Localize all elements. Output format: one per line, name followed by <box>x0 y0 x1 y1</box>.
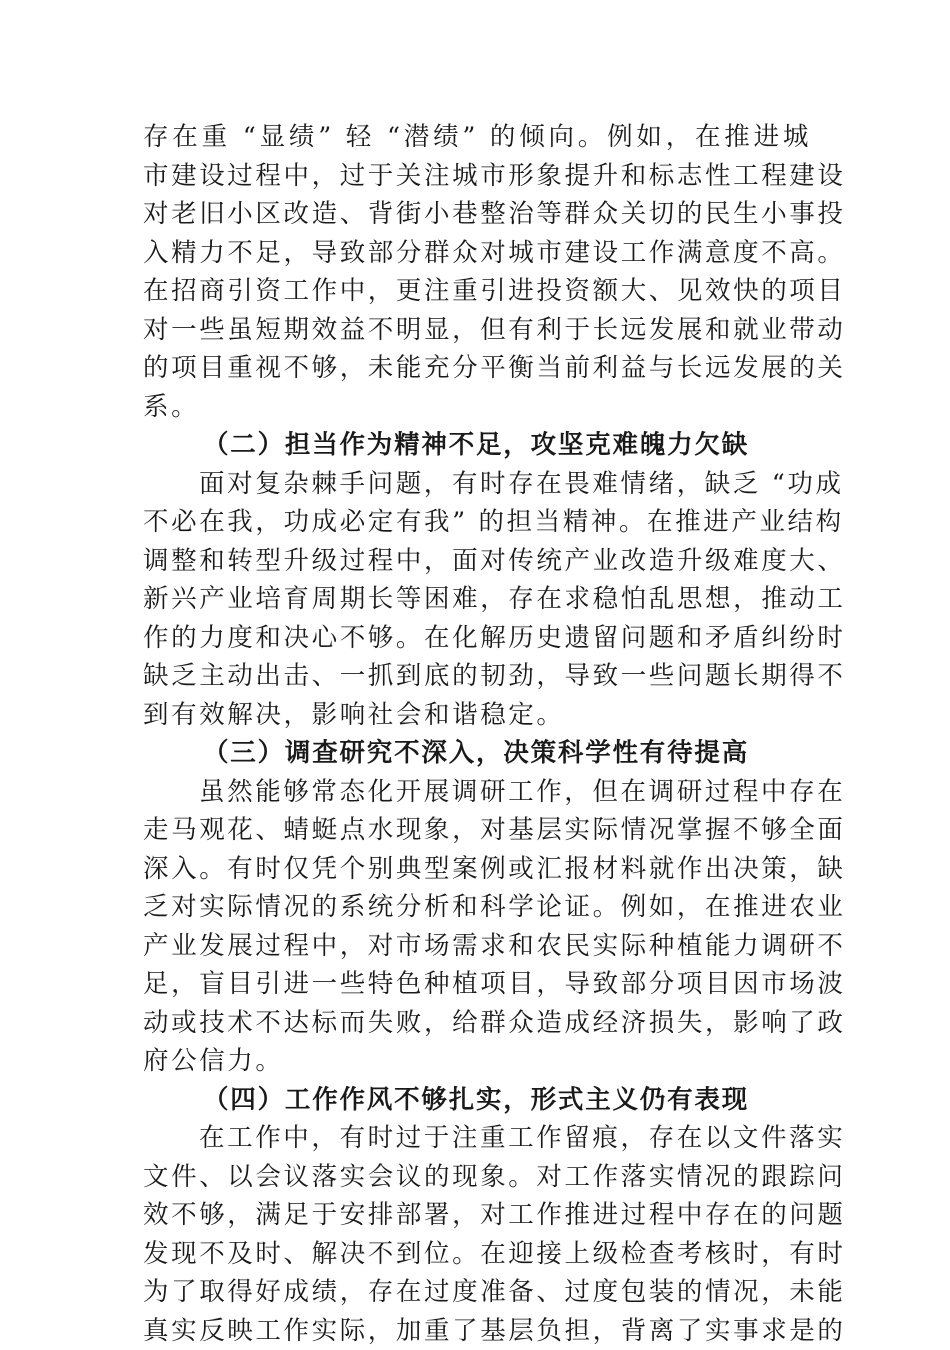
text-line: 发现不及时、解决不到位。在迎接上级检查考核时，有时 <box>143 1235 811 1274</box>
text-line: 为了取得好成绩，存在过度准备、过度包装的情况，未能 <box>143 1273 811 1312</box>
text-line: 乏对实际情况的系统分析和科学论证。例如，在推进农业 <box>143 888 811 927</box>
text-line: 的项目重视不够，未能充分平衡当前利益与长远发展的关 <box>143 349 811 388</box>
paragraph-1 <box>143 118 811 426</box>
text-line: 效不够，满足于安排部署，对工作推进过程中存在的问题 <box>143 1196 811 1235</box>
text-line: 对一些虽短期效益不明显，但有利于长远发展和就业带动 <box>143 311 811 350</box>
text-line: 新兴产业培育周期长等困难，存在求稳怕乱思想，推动工 <box>143 580 811 619</box>
text-line: 入精力不足，导致部分群众对城市建设工作满意度不高。 <box>143 234 811 273</box>
text-line: 虽然能够常态化开展调研工作，但在调研过程中存在 <box>143 773 811 812</box>
text-line: 不必在我，功成必定有我” 的担当精神。在推进产业结构 <box>143 503 811 542</box>
text-line: 真实反映工作实际，加重了基层负担，背离了实事求是的 <box>143 1312 811 1350</box>
text-line: 到有效解决，影响社会和谐稳定。 <box>143 696 811 735</box>
text-line: 动或技术不达标而失败，给群众造成经济损失，影响了政 <box>143 1004 811 1043</box>
text-line: 在工作中，有时过于注重工作留痕，存在以文件落实 <box>143 1119 811 1158</box>
text-line: 市建设过程中，过于关注城市形象提升和标志性工程建设 <box>143 157 811 196</box>
text-line: 作的力度和决心不够。在化解历史遗留问题和矛盾纠纷时 <box>143 619 811 658</box>
text-line: 面对复杂棘手问题，有时存在畏难情绪，缺乏 “功成 <box>143 465 811 504</box>
document-page <box>143 118 811 1350</box>
text-line: 文件、以会议落实会议的现象。对工作落实情况的跟踪问 <box>143 1158 811 1197</box>
section-heading-2: （二）担当作为精神不足，攻坚克难魄力欠缺 <box>143 426 811 465</box>
section-heading-4: （四）工作作风不够扎实，形式主义仍有表现 <box>143 1081 811 1120</box>
paragraph-4 <box>143 1119 811 1350</box>
text-line: 府公信力。 <box>143 1042 811 1081</box>
text-line: 对老旧小区改造、背街小巷整治等群众关切的民生小事投 <box>143 195 811 234</box>
paragraph-2 <box>143 465 811 735</box>
section-heading-3: （三）调查研究不深入，决策科学性有待提高 <box>143 734 811 773</box>
text-line: 缺乏主动出击、一抓到底的韧劲，导致一些问题长期得不 <box>143 657 811 696</box>
text-line: 在招商引资工作中，更注重引进投资额大、见效快的项目 <box>143 272 811 311</box>
text-line: 产业发展过程中，对市场需求和农民实际种植能力调研不 <box>143 927 811 966</box>
text-line: 走马观花、蜻蜓点水现象，对基层实际情况掌握不够全面 <box>143 811 811 850</box>
paragraph-3 <box>143 773 811 1081</box>
text-line: 足，盲目引进一些特色种植项目，导致部分项目因市场波 <box>143 965 811 1004</box>
text-line: 深入。有时仅凭个别典型案例或汇报材料就作出决策，缺 <box>143 850 811 889</box>
text-line: 调整和转型升级过程中，面对传统产业改造升级难度大、 <box>143 542 811 581</box>
text-line: 系。 <box>143 388 811 427</box>
text-line: 存在重 “显绩” 轻 “潜绩” 的倾向。例如，在推进城 <box>143 118 811 157</box>
